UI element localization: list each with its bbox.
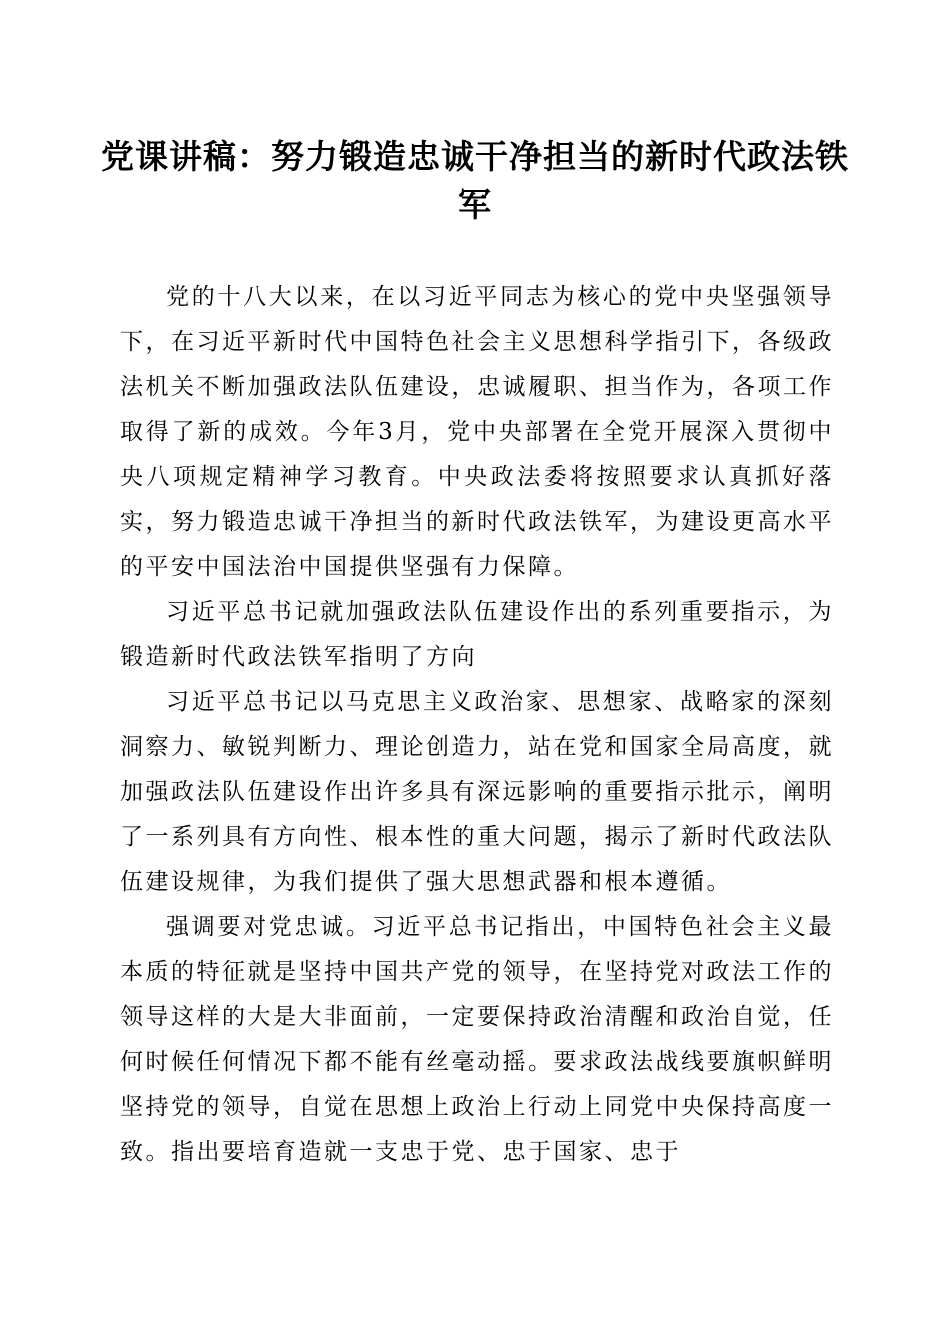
document-title: 党课讲稿：努力锻造忠诚干净担当的新时代政法铁军 xyxy=(101,137,849,224)
paragraph-overview: 习近平总书记以马克思主义政治家、思想家、战略家的深刻洞察力、敏锐判断力、理论创造力，站在党和国家全局高度，就加强政法队伍建设作出许多具有深远影响的重要指示批示，阐明了一系列具有方向性、根本性的重大问题，揭示了新时代政法队伍建设规律，为我们提供了强大思想武器和根本遵循。 xyxy=(120,689,834,895)
paragraph-section-heading: 习近平总书记就加强政法队伍建设作出的系列重要指示，为锻造新时代政法铁军指明了方向 xyxy=(120,599,834,670)
paragraph-intro: 党的十八大以来，在以习近平同志为核心的党中央坚强领导下，在习近平新时代中国特色社会主义思想科学指引下，各级政法机关不断加强政法队伍建设，忠诚履职、担当作为，各项工作取得了新的成效。今年3月，党中央部署在全党开展深入贯彻中央八项规定精神学习教育。中央政法委将按照要求认真抓好落实，努力锻造忠诚干净担当的新时代政法铁军，为建设更高水平的平安中国法治中国提供坚强有力保障。 xyxy=(120,284,834,580)
paragraph-loyalty: 强调要对党忠诚。习近平总书记指出，中国特色社会主义最本质的特征就是坚持中国共产党的领导，在坚持党对政法工作的领导这样的大是大非面前，一定要保持政治清醒和政治自觉，任何时候任何情况下都不能有丝毫动摇。要求政法战线要旗帜鲜明坚持党的领导，自觉在思想上政治上行动上同党中央保持高度一致。指出要培育造就一支忠于党、忠于国家、忠于 xyxy=(120,914,834,1165)
document-body xyxy=(120,275,834,1175)
